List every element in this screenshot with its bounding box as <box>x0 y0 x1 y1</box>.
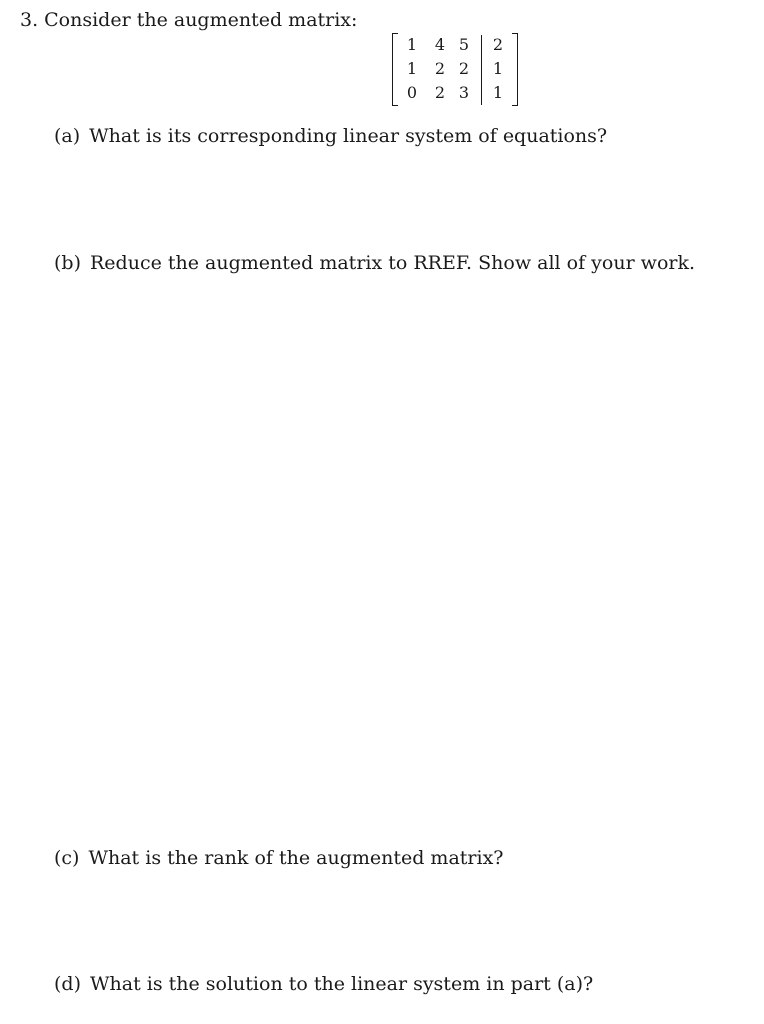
part-d-text: What is the solution to the linear system in part (a)? <box>90 973 594 995</box>
part-a <box>54 123 607 149</box>
matrix-right-bracket <box>512 33 518 106</box>
matrix-cell: 2 <box>458 59 470 78</box>
part-b-text: Reduce the augmented matrix to RREF. Show all of your work. <box>90 252 696 274</box>
matrix-cell: 5 <box>458 35 470 54</box>
matrix-cell: 1 <box>406 35 418 54</box>
question-heading <box>20 7 357 33</box>
augmentation-divider <box>481 35 482 105</box>
matrix-cell: 4 <box>434 35 446 54</box>
matrix-cell: 2 <box>492 35 504 54</box>
part-a-text: What is its corresponding linear system of equations? <box>89 125 608 147</box>
part-b <box>54 250 695 276</box>
question-prompt: Consider the augmented matrix: <box>44 9 358 31</box>
matrix-cell: 3 <box>458 83 470 102</box>
question-number: 3. <box>20 9 39 31</box>
part-b-label: (b) <box>54 252 81 274</box>
part-c <box>54 845 503 871</box>
matrix-cell: 0 <box>406 83 418 102</box>
part-c-label: (c) <box>54 847 80 869</box>
augmented-matrix <box>392 33 518 107</box>
matrix-left-bracket <box>392 33 398 106</box>
matrix-cell: 1 <box>406 59 418 78</box>
matrix-cell: 1 <box>492 83 504 102</box>
part-a-label: (a) <box>54 125 81 147</box>
part-d-label: (d) <box>54 973 81 995</box>
part-c-text: What is the rank of the augmented matrix? <box>88 847 504 869</box>
matrix-cell: 2 <box>434 83 446 102</box>
matrix-cell: 1 <box>492 59 504 78</box>
part-d <box>54 971 593 997</box>
matrix-cell: 2 <box>434 59 446 78</box>
